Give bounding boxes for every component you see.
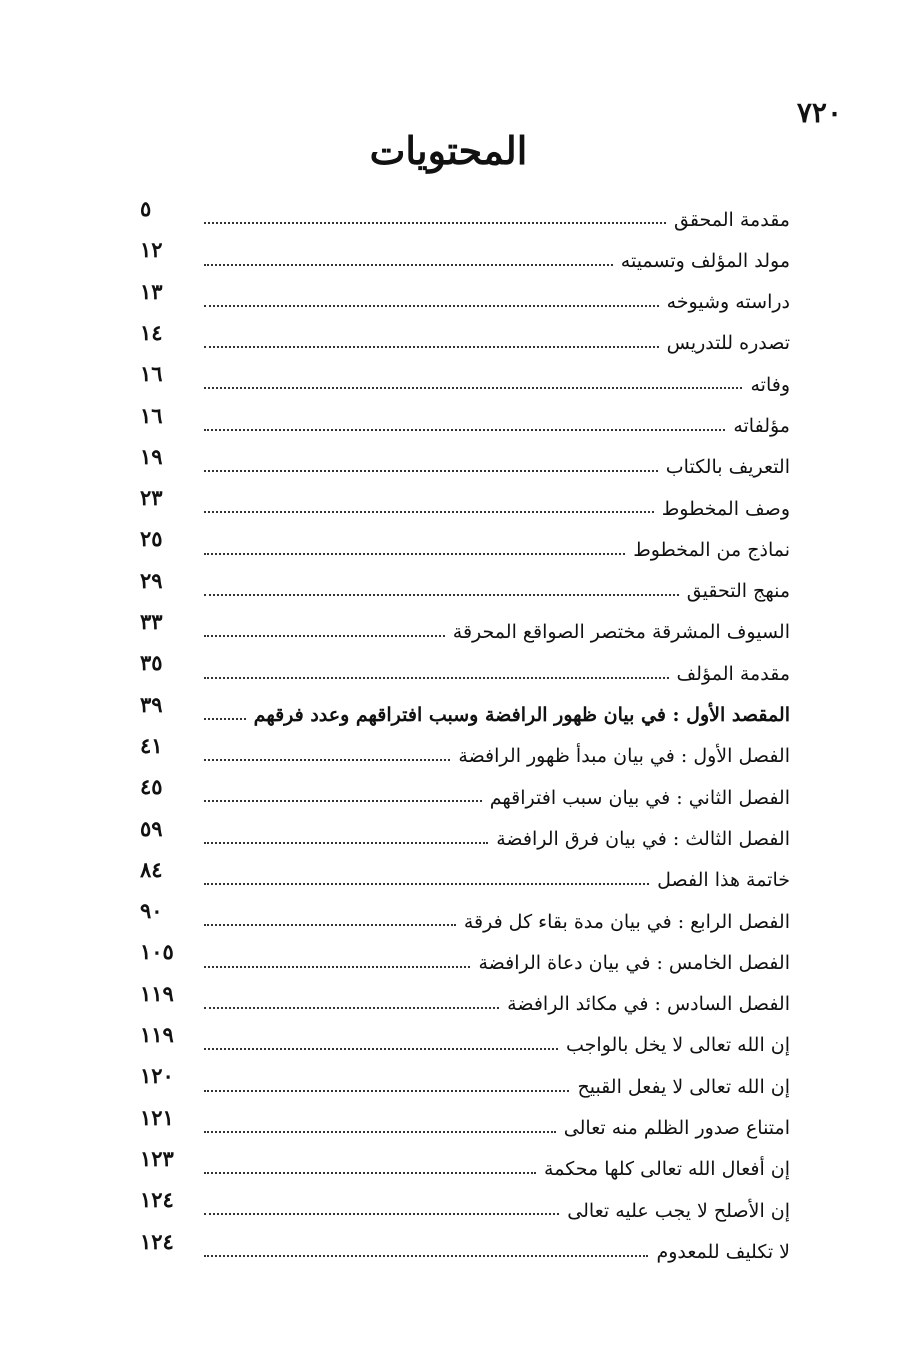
toc-entry-title: التعريف بالكتاب [665,456,790,479]
toc-entry-page: ٣٣ [140,609,163,635]
dot-leader [204,883,649,885]
toc-entry [140,977,790,1018]
dot-leader [204,1007,499,1009]
dot-leader [204,387,742,389]
dot-leader [204,429,725,431]
toc-entry [140,688,790,729]
toc-entry-title: الفصل الأول : في بيان مبدأ ظهور الرافضة [458,745,790,768]
dot-leader [204,264,613,266]
toc-entry [140,1224,790,1265]
toc-entry-page: ١٢١ [140,1104,174,1130]
dot-leader [204,470,658,472]
dot-leader [204,1172,536,1174]
toc-entry [140,1059,790,1100]
toc-entry-title: منهج التحقيق [686,580,790,603]
toc-entry-page: ٤١ [140,732,163,758]
dot-leader [204,677,669,679]
toc-entry-page: ١٢٤ [140,1228,174,1254]
dot-leader [204,924,456,926]
toc-entry-page: ١٣ [140,278,163,304]
toc-entry [140,398,790,439]
toc-entry [140,275,790,316]
toc-entry-page: ١٢٠ [140,1063,174,1089]
toc-entry-title: وصف المخطوط [661,497,790,520]
toc-entry [140,729,790,770]
dot-leader [204,305,659,307]
dot-leader [204,222,666,224]
toc-entry [140,1142,790,1183]
toc-entry-page: ٣٥ [140,650,163,676]
toc-entry [140,1018,790,1059]
toc-entry-title: لا تكليف للمعدوم [656,1240,790,1263]
toc-entry-page: ١٤ [140,320,163,345]
toc-entry-page: ١١٩ [140,980,174,1006]
toc-entry [140,935,790,976]
toc-entry-title: المقصد الأول : في بيان ظهور الرافضة وسبب افتراقهم وعدد فرقهم [253,704,790,727]
toc-entry-page: ٨٤ [140,856,163,882]
dot-leader [204,635,445,637]
toc-entry-page: ٢٥ [140,526,163,552]
toc-entry [140,1183,790,1224]
toc-entry-title: مقدمة المؤلف [676,662,790,685]
toc-entry [140,564,790,605]
toc-entry-title: الفصل الرابع : في بيان مدة بقاء كل فرقة [463,910,790,933]
toc-entry-title: إن الأصلح لا يجب عليه تعالى [567,1199,790,1222]
toc-entry-title: الفصل الخامس : في بيان دعاة الرافضة [478,951,790,974]
dot-leader [204,1213,559,1215]
toc-entry-page: ١٦ [140,402,163,428]
dot-leader [204,1255,648,1257]
toc-entry-title: مؤلفاته [733,414,790,437]
toc-entry-page: ١٢٣ [140,1145,174,1171]
dot-leader [204,1090,569,1092]
toc-entry [140,1101,790,1142]
toc-entry [140,646,790,687]
table-of-contents [140,192,790,1266]
dot-leader [204,594,679,596]
toc-entry [140,316,790,357]
toc-entry [140,853,790,894]
dot-leader [204,553,625,555]
toc-entry-title: إن الله تعالى لا يخل بالواجب [566,1034,790,1057]
toc-entry-page: ٥ [140,196,152,222]
dot-leader [204,346,659,348]
toc-entry [140,522,790,563]
toc-entry-page: ١٦ [140,361,163,387]
toc-entry-page: ٢٩ [140,567,163,593]
dot-leader [204,759,450,761]
toc-entry-page: ٤٥ [140,774,163,800]
toc-entry-page: ٣٩ [140,691,163,717]
toc-entry-title: مقدمة المحقق [674,208,790,231]
dot-leader [204,1048,558,1050]
toc-entry-title: دراسته وشيوخه [666,291,790,314]
toc-entry [140,811,790,852]
toc-entry [140,770,790,811]
toc-entry-title: امتناع صدور الظلم منه تعالى [563,1117,790,1140]
toc-entry-page: ١٠٥ [140,939,174,965]
dot-leader [204,1131,556,1133]
toc-entry-title: تصدره للتدريس [666,332,790,355]
toc-entry-page: ٥٩ [140,815,163,841]
toc-entry [140,481,790,522]
toc-entry [140,192,790,233]
toc-entry-title: الفصل الثاني : في بيان سبب افتراقهم [489,786,790,809]
dot-leader [204,718,246,720]
toc-entry [140,440,790,481]
toc-entry [140,605,790,646]
page-number: ٧٢٠ [796,96,842,129]
toc-entry-page: ١٩ [140,443,163,469]
toc-entry-title: السيوف المشرقة مختصر الصواقع المحرقة [452,621,790,644]
page-title: المحتويات [369,128,528,173]
toc-entry-page: ٩٠ [140,898,163,924]
toc-entry-title: نماذج من المخطوط [633,538,790,561]
toc-entry [140,894,790,935]
toc-entry-page: ١٢٤ [140,1187,174,1213]
dot-leader [204,966,470,968]
dot-leader [204,800,482,802]
toc-entry-title: الفصل الثالث : في بيان فرق الرافضة [496,827,790,850]
toc-entry-title: إن أفعال الله تعالى كلها محكمة [544,1158,790,1181]
toc-entry-title: إن الله تعالى لا يفعل القبيح [577,1075,790,1098]
toc-entry-page: ١١٩ [140,1022,174,1048]
toc-entry-page: ١٢ [140,237,163,263]
toc-entry [140,357,790,398]
toc-entry-title: وفاته [750,373,790,396]
dot-leader [204,511,654,513]
dot-leader [204,842,488,844]
toc-entry-page: ٢٣ [140,485,163,511]
toc-entry-title: مولد المؤلف وتسميته [620,249,790,272]
toc-entry-title: الفصل السادس : في مكائد الرافضة [507,993,790,1016]
toc-entry-title: خاتمة هذا الفصل [657,869,790,892]
toc-entry [140,233,790,274]
